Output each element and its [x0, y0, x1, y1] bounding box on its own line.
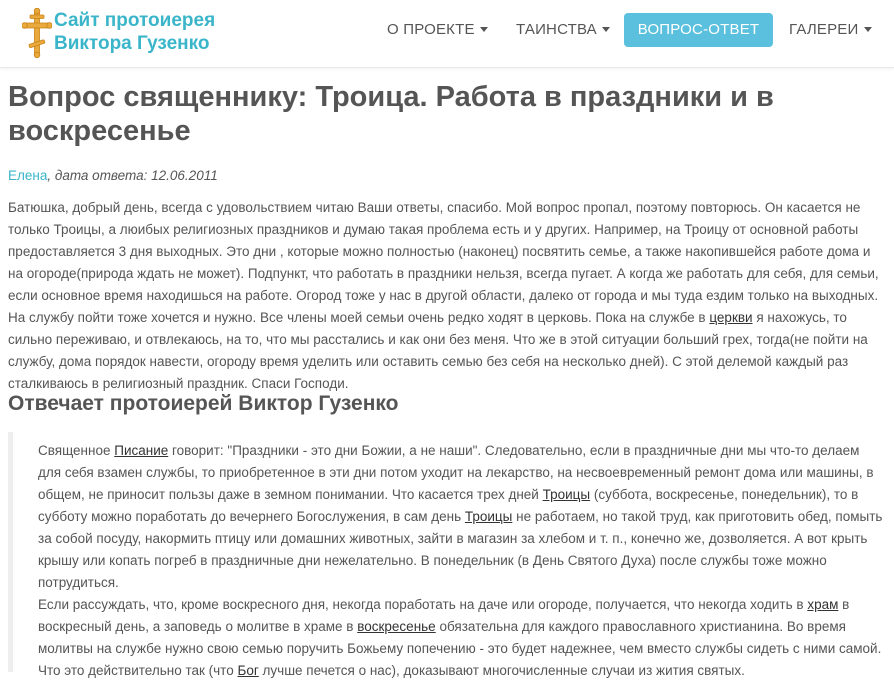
answer-p2-d: лучше печется о нас), доказывают многочисленные случаи из жития святых. — [258, 663, 745, 678]
answer-p1-a: Священное — [38, 443, 115, 458]
nav-sacraments-dropdown[interactable] — [516, 13, 610, 47]
nav-sacraments-label: ТАИНСТВА — [516, 21, 597, 38]
answer-text — [38, 440, 883, 682]
nav-about-label: О ПРОЕКТЕ — [387, 21, 475, 38]
temple-link[interactable]: храм — [807, 597, 839, 612]
nav-gallery-label: ГАЛЕРЕИ — [789, 21, 859, 38]
nav-gallery-dropdown[interactable] — [789, 13, 872, 47]
answer-p1-b: говорит: "Праздники - это дни Божии, а не наши". Следовательно, если в праздничные дни мы что-то делаем для себя взамен службы, то приобретенное в эти дни потом уходит на лекарство, на несвоевременный ремонт дома или машины, в общем, не приносит пользы даже в земном понимании. Что касается трех дней — [38, 443, 874, 502]
question-part1: Батюшка, добрый день, всегда с удовольствием читаю Ваши ответы, спасибо. Мой вопрос пропал, поэтому повторюсь. Он касается не только Троицы, а люибых религиозных праздников и думаю такая проблема есть и у других. Например, на Троицу от основной работы предоставляется 3 дня выходных. Это дни , которые можно полностью (наконец) посвятить семье, а также накопившейся работе дома и на огороде(природа ждать не может). Подпункт, что работать в праздники нельзя, всегда пугает. А когда же работать для себя, для семьи, если основное время находишься на работе. Огород тоже у нас в другой области, далеко от города и мы туда ездим только на выходных. На службу пойти тоже хочется и нужно. Все члены моей семьи очень редко ходят в церковь. Пока на службе в — [8, 200, 879, 325]
answer-p2-a: Если рассуждать, что, кроме воскресного дня, некогда поработать на даче или огороде, получается, что некогда ходить в — [38, 597, 808, 612]
answer-paragraph-1 — [38, 440, 883, 594]
answer-paragraph-2 — [38, 594, 883, 682]
caret-down-icon — [480, 27, 488, 32]
question-text — [8, 197, 888, 395]
answer-p2-b: в воскресный день, а заповедь о молитве в храме в — [38, 597, 850, 634]
site-title-line2: Виктора Гузенко — [54, 33, 210, 54]
nav-about-dropdown[interactable] — [387, 13, 488, 47]
god-link[interactable]: Бог — [237, 663, 259, 678]
answer-date: , дата ответа: 12.06.2011 — [47, 168, 218, 183]
site-logo-link[interactable] — [22, 5, 242, 61]
answer-blockquote — [8, 432, 888, 678]
answer-heading: Отвечает протоиерей Виктор Гузенко — [8, 392, 399, 415]
article-meta — [8, 166, 218, 186]
answer-p1-c: (суббота, воскресенье, понедельник), то в субботу можно поработать до вечернего Богослужения, в сам день — [38, 487, 859, 524]
site-title[interactable] — [54, 9, 215, 55]
nav-qa-button[interactable] — [624, 13, 773, 47]
nav-qa-label: ВОПРОС-ОТВЕТ — [637, 21, 760, 38]
sunday-link[interactable]: воскресенье — [357, 619, 436, 634]
scripture-link[interactable]: Писание — [114, 443, 169, 458]
author-link[interactable]: Елена — [8, 168, 48, 183]
trinity-link[interactable]: Троицы — [542, 487, 591, 502]
page-title: Вопрос священнику: Троица. Работа в праздники и в воскресенье — [8, 81, 774, 147]
church-link[interactable]: церкви — [709, 310, 753, 325]
site-title-line1: Сайт протоиерея — [54, 10, 216, 31]
answer-p2-c: обязательна для каждого православного христианина. Во время молитвы на службе нужно свою семью поручить Божьему попечению - это будет надежнее, чем вместо службы сидеть с ними самой. Что это действительно так (что — [38, 619, 882, 678]
orthodox-cross-icon — [22, 8, 52, 58]
answer-p1-d: не работаем, но такой труд, как приготовить обед, помыть за собой посуду, накормить птицу или домашних животных, зайти в магазин за хлебом и т. п., конечно же, дозволяется. А вот крыть крышу или копать погреб в праздничные дни нежелательно. В понедельник (в День Святого Духа) после службы тоже можно потрудиться. — [38, 509, 883, 590]
caret-down-icon — [864, 27, 872, 32]
caret-down-icon — [602, 27, 610, 32]
question-part2: я нахожусь, то сильно переживаю, и отвлекаюсь, на то, что мы расстались и как они без меня. Что же в этой ситуации больший грех, тогда(не пойти на службу, дома порядок навести, огороду время уделить или оставить семью без себя на несколько дней). С этой делемой каждый раз сталкиваюсь в религиозный праздник. Спаси Господи. — [8, 310, 868, 391]
navbar — [0, 0, 894, 68]
trinity-link-2[interactable]: Троицы — [464, 509, 513, 524]
